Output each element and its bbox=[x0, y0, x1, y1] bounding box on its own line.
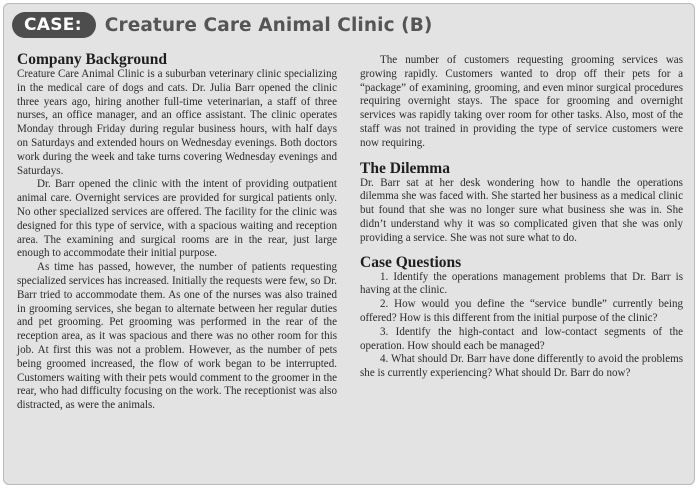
case-page bbox=[3, 3, 695, 485]
question-1: 1. Identify the operations management problems that Dr. Barr is having at the clinic. bbox=[360, 270, 683, 297]
dilemma-text: Dr. Barr sat at her desk wondering how to handle the operations dilemma she was faced with. She started her business as a medical clinic but found that she was no longer sure what business she was in. She didn’t understand why it was so complicated given that she was only providing a service. She was not sure what to do. bbox=[360, 176, 683, 244]
question-2: 2. How would you define the “service bundle” currently being offered? How is this different from the initial purpose of the clinic? bbox=[360, 298, 683, 324]
question-3: 3. Identify the high-contact and low-contact segments of the operation. How should each be managed? bbox=[360, 325, 683, 352]
right-column bbox=[360, 54, 683, 381]
case-title: Creature Care Animal Clinic (B) bbox=[104, 14, 433, 36]
background-heading: Company Background bbox=[17, 51, 168, 68]
case-badge: CASE: bbox=[12, 12, 96, 38]
questions-heading: Case Questions bbox=[360, 253, 462, 271]
question-4: 4. What should Dr. Barr have done differently to avoid the problems she is currently experiencing? What should Dr. Barr do now? bbox=[360, 353, 683, 380]
case-header bbox=[12, 11, 433, 39]
left-column bbox=[17, 52, 337, 413]
background-paragraph-4: The number of customers requesting grooming services was growing rapidly. Customers wanted to drop off their pets for a “package” of examining, grooming, and even minor surgical procedures requiring overnight stays. The space for grooming and overnight services was rapidly taking over room for other tasks. Also, most of the staff was not trained in providing the type of service customers were now requiring. bbox=[360, 54, 683, 149]
dilemma-heading: The Dilemma bbox=[360, 159, 450, 177]
background-paragraph-3: As time has passed, however, the number of patients requesting specialized services has increased. Initially the requests were few, so Dr. Barr tried to accommodate them. As one of the nurses was also trained in grooming services, she began to alternate between her regular duties and pet grooming. Pet grooming was performed in the rear of the reception area, as it was spacious and there was no other room for this job. At first this was not a problem. However, as the number of pets being groomed increased, the flow of work began to be interrupted. Customers waiting with their pets would comment to the groomer in the rear, who had difficulty focusing on the work. The receptionist was also distracted, as were the animals. bbox=[17, 261, 337, 412]
background-paragraph-2: Dr. Barr opened the clinic with the intent of providing outpatient animal care. Overnight services are provided for surgical patients only. No other specialized services are offered. The facility for the clinic was designed for this type of service, with a spacious waiting and reception area. The examining and surgical rooms are in the rear, just large enough to accommodate their initial purpose. bbox=[17, 178, 337, 260]
background-paragraph-1: Creature Care Animal Clinic is a suburban veterinary clinic specializing in the medical care of dogs and cats. Dr. Julia Barr opened the clinic three years ago, hiring another full-time veterinarian, a staff of three nurses, an office manager, and an office assistant. The clinic operates Monday through Friday during regular business hours, with half days on Saturdays and extended hours on Wednesday evenings. Both doctors work during the week and take turns covering Wednesday evenings and Saturdays. bbox=[17, 68, 337, 177]
